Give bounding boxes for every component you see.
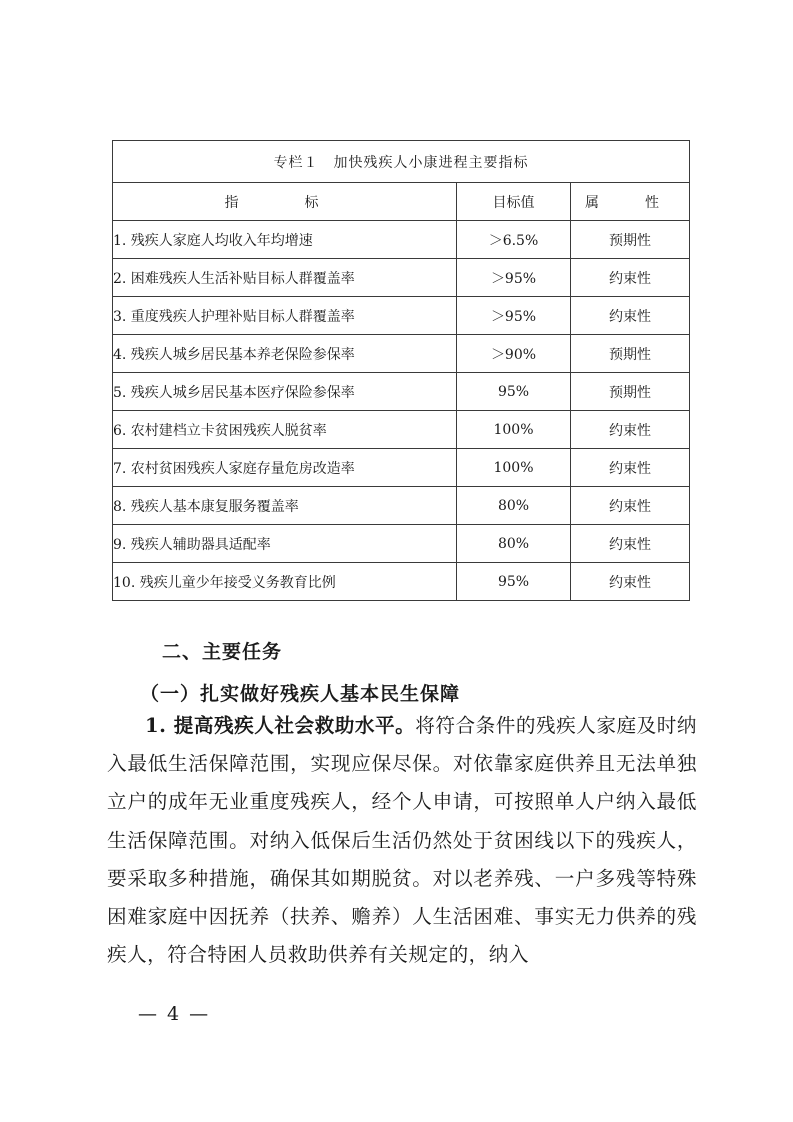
target-value: 80%: [457, 487, 571, 525]
target-value: 95%: [457, 563, 571, 601]
body-paragraph: [107, 707, 697, 974]
table-row: [113, 563, 690, 601]
table-row: [113, 259, 690, 297]
attribute-value: 约束性: [571, 449, 690, 487]
subsection-heading: （一）扎实做好残疾人基本民生保障: [140, 683, 461, 705]
indicator-name: 3. 重度残疾人护理补贴目标人群覆盖率: [113, 297, 457, 335]
header-indicator: 指 标: [113, 183, 457, 221]
table-row: [113, 449, 690, 487]
attribute-value: 约束性: [571, 411, 690, 449]
target-value: 80%: [457, 525, 571, 563]
attribute-value: 约束性: [571, 563, 690, 601]
target-value: 100%: [457, 449, 571, 487]
table-row: [113, 297, 690, 335]
target-value: ＞95%: [457, 259, 571, 297]
attribute-value: 预期性: [571, 221, 690, 259]
page-number: — 4 —: [138, 1003, 211, 1025]
target-value: ＞95%: [457, 297, 571, 335]
indicator-name: 4. 残疾人城乡居民基本养老保险参保率: [113, 335, 457, 373]
table-row: [113, 373, 690, 411]
table-row: [113, 335, 690, 373]
indicator-name: 6. 农村建档立卡贫困残疾人脱贫率: [113, 411, 457, 449]
attribute-value: 约束性: [571, 525, 690, 563]
indicator-name: 9. 残疾人辅助器具适配率: [113, 525, 457, 563]
attribute-value: 约束性: [571, 487, 690, 525]
attribute-value: 约束性: [571, 297, 690, 335]
target-value: ＞6.5%: [457, 221, 571, 259]
indicator-name: 10. 残疾儿童少年接受义务教育比例: [113, 563, 457, 601]
paragraph-body: 将符合条件的残疾人家庭及时纳入最低生活保障范围，实现应保尽保。对依靠家庭供养且无法单独立户的成年无业重度残疾人，经个人申请，可按照单人户纳入最低生活保障范围。对纳入低保后生活仍然处于贫困线以下的残疾人，要采取多种措施，确保其如期脱贫。对以老养残、一户多残等特殊困难家庭中因抚养（扶养、赡养）人生活困难、事实无力供养的残疾人，符合特困人员救助供养有关规定的，纳入: [107, 714, 697, 967]
header-attribute: 属 性: [571, 183, 690, 221]
indicator-name: 5. 残疾人城乡居民基本医疗保险参保率: [113, 373, 457, 411]
indicator-name: 8. 残疾人基本康复服务覆盖率: [113, 487, 457, 525]
table-title-row: [113, 141, 690, 183]
table-row: [113, 411, 690, 449]
target-value: 100%: [457, 411, 571, 449]
table-header-row: [113, 183, 690, 221]
attribute-value: 预期性: [571, 373, 690, 411]
indicator-name: 2. 困难残疾人生活补贴目标人群覆盖率: [113, 259, 457, 297]
table-row: [113, 487, 690, 525]
table-row: [113, 525, 690, 563]
attribute-value: 预期性: [571, 335, 690, 373]
attribute-value: 约束性: [571, 259, 690, 297]
indicator-name: 7. 农村贫困残疾人家庭存量危房改造率: [113, 449, 457, 487]
indicator-table: [112, 140, 690, 601]
table-row: [113, 221, 690, 259]
paragraph-lead: 1. 提高残疾人社会救助水平。: [145, 714, 416, 737]
indicator-name: 1. 残疾人家庭人均收入年均增速: [113, 221, 457, 259]
target-value: ＞90%: [457, 335, 571, 373]
target-value: 95%: [457, 373, 571, 411]
table-title: 专栏１ 加快残疾人小康进程主要指标: [113, 141, 690, 183]
indicator-table-container: [112, 140, 689, 601]
header-target-value: 目标值: [457, 183, 571, 221]
section-heading: 二、主要任务: [162, 641, 283, 663]
